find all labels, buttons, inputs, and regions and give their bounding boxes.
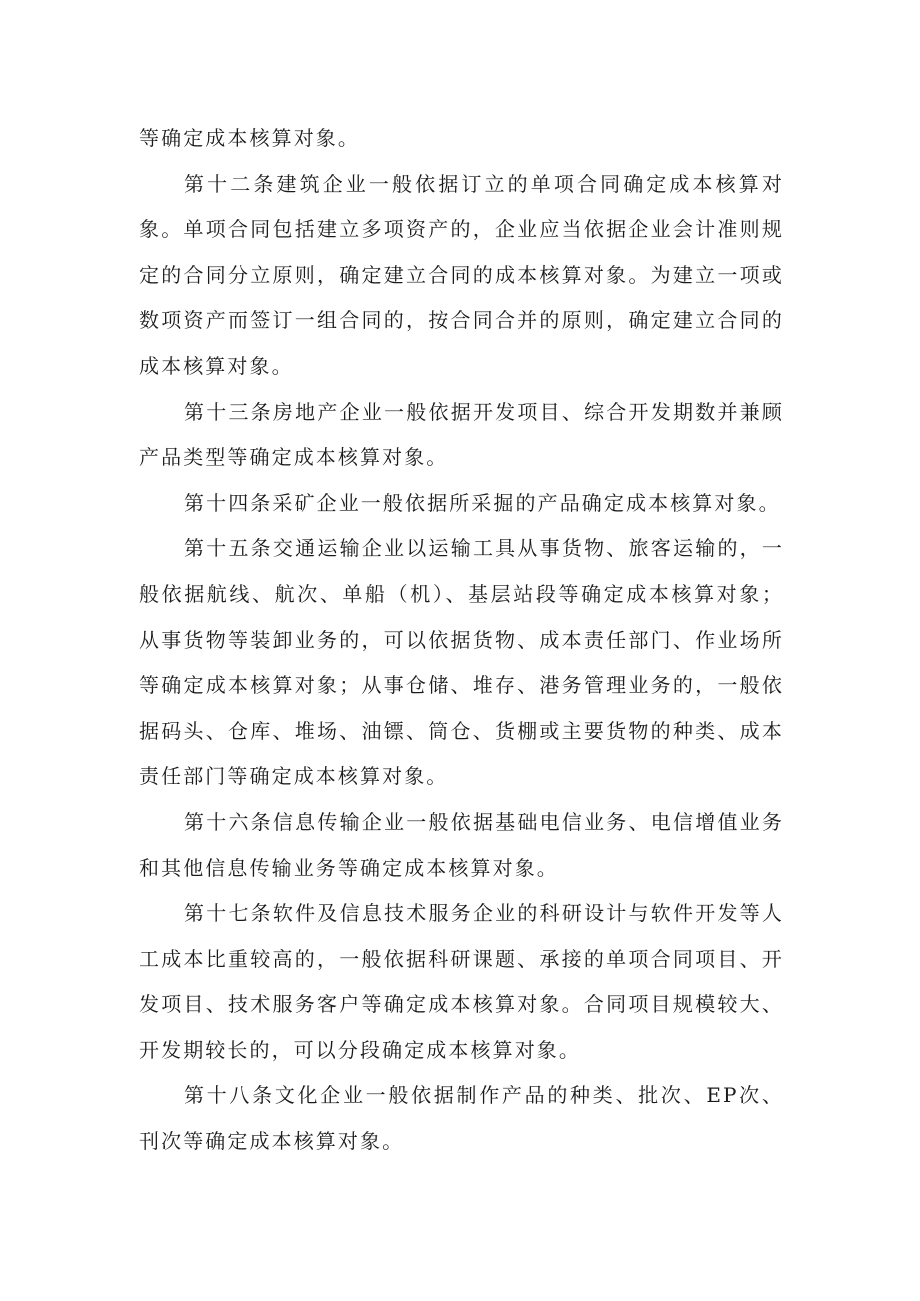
paragraph-article-13: 第十三条房地产企业一般依据开发项目、综合开发期数并兼顾产品类型等确定成本核算对象。 — [139, 399, 784, 470]
paragraph-article-12: 第十二条建筑企业一般依据订立的单项合同确定成本核算对象。单项合同包括建立多项资产的，企业应当依据企业会计准则规定的合同分立原则，确定建立合同的成本核算对象。为建立一项或数项资产而签订一组合同的，按合同合并的原则，确定建立合同的成本核算对象。 — [139, 171, 784, 378]
paragraph-continuation: 等确定成本核算对象。 — [139, 126, 360, 150]
paragraph-article-17: 第十七条软件及信息技术服务企业的科研设计与软件开发等人工成本比重较高的，一般依据科研课题、承接的单项合同项目、开发项目、技术服务客户等确定成本核算对象。合同项目规模较大、开发期较长的，可以分段确定成本核算对象。 — [139, 901, 784, 1062]
paragraph-article-16: 第十六条信息传输企业一般依据基础电信业务、电信增值业务和其他信息传输业务等确定成本核算对象。 — [139, 809, 784, 880]
paragraph-article-18: 第十八条文化企业一般依据制作产品的种类、批次、EP次、刊次等确定成本核算对象。 — [139, 1083, 784, 1154]
document-body — [139, 116, 784, 1165]
paragraph-article-14: 第十四条采矿企业一般依据所采掘的产品确定成本核算对象。 — [184, 490, 781, 515]
paragraph-article-15: 第十五条交通运输企业以运输工具从事货物、旅客运输的，一般依据航线、航次、单船（机）、基层站段等确定成本核算对象；从事货物等装卸业务的，可以依据货物、成本责任部门、作业场所等确定成本核算对象；从事仓储、堆存、港务管理业务的，一般依据码头、仓库、堆场、油镖、筒仓、货棚或主要货物的种类、成本责任部门等确定成本核算对象。 — [139, 536, 784, 789]
